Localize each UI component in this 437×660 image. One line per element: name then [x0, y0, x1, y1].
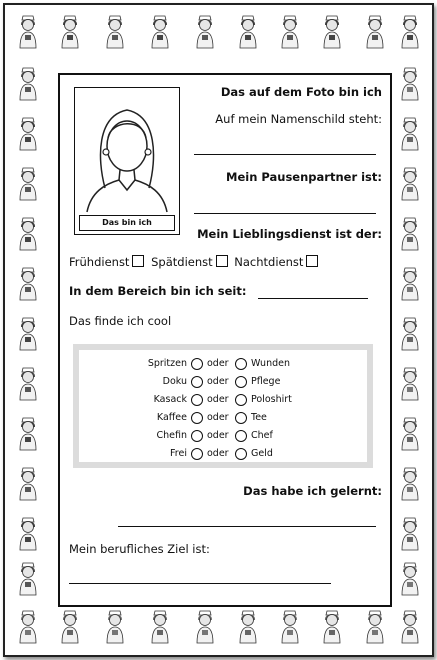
shift-options: [69, 255, 321, 269]
nurse-figure-icon: [13, 515, 43, 551]
nurse-figure-icon: [395, 465, 425, 501]
choice-right-radio[interactable]: [235, 448, 247, 460]
shift-early-label: Frühdienst: [69, 255, 130, 269]
break-partner-label: Mein Pausenpartner ist:: [226, 170, 382, 184]
cool-label: Das finde ich cool: [69, 314, 172, 328]
photo-frame: [74, 87, 180, 235]
goal-label: Mein berufliches Ziel ist:: [69, 542, 210, 556]
page-frame: [3, 3, 434, 657]
nurse-figure-icon: [317, 13, 347, 49]
choice-left-label: Doku: [162, 376, 187, 387]
nurse-figure-icon: [13, 315, 43, 351]
break-partner-answer-line[interactable]: [194, 213, 376, 214]
nurse-figure-icon: [395, 608, 425, 644]
nurse-figure-icon: [233, 13, 263, 49]
portrait-outline-icon: [75, 88, 179, 214]
nurse-figure-icon: [13, 265, 43, 301]
choice-right-radio[interactable]: [235, 394, 247, 406]
choice-or-label: oder: [207, 412, 229, 423]
nurse-figure-icon: [275, 608, 305, 644]
choice-right-radio[interactable]: [235, 376, 247, 388]
choice-right-label: Wunden: [251, 358, 290, 369]
nametag-answer-line[interactable]: [194, 154, 376, 155]
nurse-figure-icon: [360, 608, 390, 644]
nurse-figure-icon: [395, 265, 425, 301]
choice-or-label: oder: [207, 394, 229, 405]
choice-or-label: oder: [207, 448, 229, 459]
choice-left-label: Chefin: [156, 430, 187, 441]
nurse-figure-icon: [190, 608, 220, 644]
choice-right-label: Chef: [251, 430, 273, 441]
choice-left-radio[interactable]: [191, 448, 203, 460]
choice-right-label: Tee: [251, 412, 267, 423]
choice-left-radio[interactable]: [191, 412, 203, 424]
nurse-figure-icon: [233, 608, 263, 644]
nurse-figure-icon: [190, 13, 220, 49]
shift-early-checkbox[interactable]: [132, 255, 144, 267]
nurse-figure-icon: [13, 115, 43, 151]
nurse-figure-icon: [55, 608, 85, 644]
shift-late-label: Spätdienst: [151, 255, 213, 269]
choice-left-radio[interactable]: [191, 430, 203, 442]
choice-or-label: oder: [207, 358, 229, 369]
choice-right-radio[interactable]: [235, 358, 247, 370]
nurse-figure-icon: [360, 13, 390, 49]
nurse-figure-icon: [395, 13, 425, 49]
goal-answer-line[interactable]: [69, 583, 331, 584]
nurse-figure-icon: [145, 608, 175, 644]
choice-or-label: oder: [207, 430, 229, 441]
nurse-figure-icon: [395, 560, 425, 596]
nurse-figure-icon: [13, 560, 43, 596]
nurse-figure-icon: [13, 465, 43, 501]
nurse-figure-icon: [395, 115, 425, 151]
nurse-figure-icon: [13, 215, 43, 251]
worksheet-card: [58, 73, 392, 607]
choice-row: [79, 428, 367, 446]
nurse-figure-icon: [317, 608, 347, 644]
nurse-figure-icon: [13, 13, 43, 49]
nurse-figure-icon: [13, 365, 43, 401]
nurse-figure-icon: [55, 13, 85, 49]
nurse-figure-icon: [100, 13, 130, 49]
choice-row: [79, 374, 367, 392]
choice-row: [79, 410, 367, 428]
learned-label: Das habe ich gelernt:: [243, 484, 382, 498]
shift-night-label: Nachtdienst: [234, 255, 304, 269]
choice-left-label: Kasack: [153, 394, 187, 405]
shift-late-checkbox[interactable]: [216, 255, 228, 267]
nurse-figure-icon: [13, 608, 43, 644]
nurse-figure-icon: [13, 65, 43, 101]
shift-night-checkbox[interactable]: [306, 255, 318, 267]
choice-right-label: Pflege: [251, 376, 281, 387]
nurse-figure-icon: [395, 65, 425, 101]
choice-left-label: Kaffee: [156, 412, 187, 423]
choice-row: [79, 392, 367, 410]
learned-answer-line[interactable]: [118, 526, 376, 527]
photo-caption: Das bin ich: [79, 215, 175, 231]
choices-panel: [73, 344, 373, 468]
nurse-figure-icon: [145, 13, 175, 49]
nurse-figure-icon: [395, 165, 425, 201]
choice-or-label: oder: [207, 376, 229, 387]
area-since-answer-line[interactable]: [258, 298, 368, 299]
choice-right-radio[interactable]: [235, 430, 247, 442]
choice-left-radio[interactable]: [191, 358, 203, 370]
nurse-figure-icon: [395, 315, 425, 351]
choice-left-label: Spritzen: [147, 358, 187, 369]
nurse-figure-icon: [395, 415, 425, 451]
nametag-label: Auf mein Namenschild steht:: [215, 112, 382, 126]
nurse-figure-icon: [100, 608, 130, 644]
choice-left-radio[interactable]: [191, 394, 203, 406]
nurse-figure-icon: [395, 215, 425, 251]
nurse-figure-icon: [13, 165, 43, 201]
choice-right-label: Geld: [251, 448, 273, 459]
choice-left-label: Frei: [170, 448, 187, 459]
choice-right-radio[interactable]: [235, 412, 247, 424]
area-since-label: In dem Bereich bin ich seit:: [69, 284, 247, 298]
choice-right-label: Poloshirt: [251, 394, 292, 405]
favorite-shift-label: Mein Lieblingsdienst ist der:: [197, 227, 382, 241]
nurse-figure-icon: [395, 365, 425, 401]
choice-left-radio[interactable]: [191, 376, 203, 388]
nurse-figure-icon: [13, 415, 43, 451]
nurse-figure-icon: [395, 515, 425, 551]
photo-heading: Das auf dem Foto bin ich: [220, 85, 382, 99]
choices-list: [79, 350, 367, 462]
choice-row: [79, 446, 367, 464]
nurse-figure-icon: [275, 13, 305, 49]
choice-row: [79, 356, 367, 374]
